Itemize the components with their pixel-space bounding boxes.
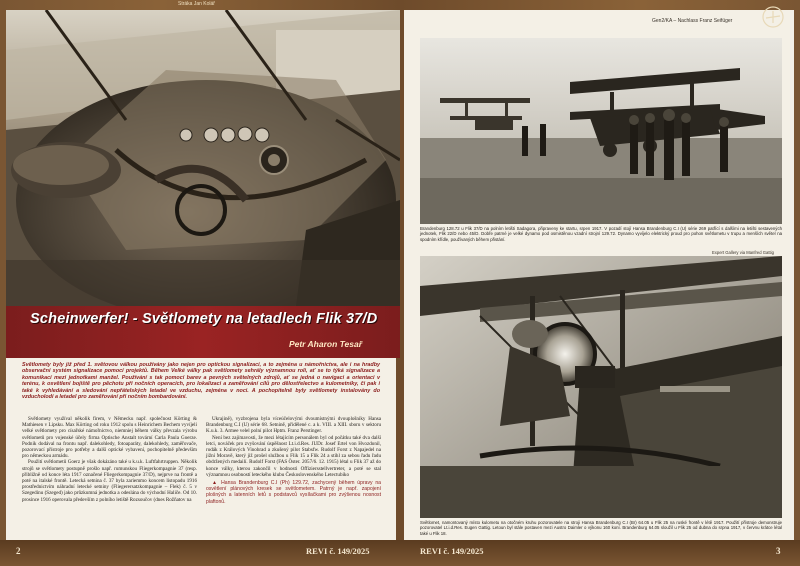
article-headline: Scheinwerfer! - Světlomety na letadlech Flik 37/D: [30, 311, 378, 327]
right-magazine-issue: REVI č. 149/2025: [420, 546, 484, 556]
cockpit-photo: [6, 10, 400, 306]
article-lead: Světlomety byly již před 1. světovou válkou používány jako nejen pro optickou signalizaci, a to zejména u námořnictva, ale i na hradby observační systém signalizace pomocí projektů. Během Velké války pak světlomety sehrály významnou roli, ať se to týká signalizace a komunikací mezi jednotkami manžel. Používání s tak pomocí barev a pevných světelných zdrojů, ať se jedná o navigaci a orientaci v terénu, k osvětlení bojiště pro pěchotu při nočních operacích, pro lokalizaci a zaměřování cílů pro dělostřelectvo a kulometníky, či pak i také k vyhledávání a sledování nepřátelských letadel ve vzduchu, zejména v noci. A pochopitelně byly světlomety instalovány do vzducholodí a letadel pro zaměřování při nočním bombardování.: [22, 362, 380, 401]
right-header: Gen2/KA – Nachlass Franz Seifüger: [652, 18, 733, 24]
paragraph: Není bez zajímavosti, že mezi létajícím personálem byl od počátku také dva další letci, nováček pro zvyšování úspěšnost Lt.i.d.Res. JUDr. Josef Ertel von Hvozdonil, rodák z Králových Vinohrad a zkušený pilot Stabsfw. Rudolf Forst z Napajedel na jižní Moravě, který již prošel službou u Flik 15 a Flik 24 a stihl za sebou řadu řadu obdržených medailí. Rudolf Forst (FAS Öster. 2057/6. 12. 1915) létal u Flik 37 až do konce války, kterou zakončil v hodnosti Offiziersstellvertreter, a poté se stal významnou osobností leteckého klubu Československého Letectubiko: [206, 434, 381, 478]
cockpit-photo-art: [6, 10, 400, 306]
photo-credit: Expert Gallery via Manfred Gattig: [712, 250, 774, 255]
paragraph: Ukrajině), vyzbrojena byla víceúčelovými dvoumístnými dvouplošníky Hansa Brandenburg C.I (U) série 68. Setnině, přidělené c. a k. VIII. a XIII. sboru v sektoru K.u.k. 3. Armee velel polní pilot Hptm. Franz Perstinger.: [206, 416, 381, 435]
searchlight-photo: [420, 256, 782, 518]
caption-top: Brandenburg 128.72 u Flik 37/D na polním letišti Sadagora, připraveny ke startu, srpen 1917. V pozadí stojí Hansa Brandenburg C.I (U) série 269 patřící s dalšími na letišti sestavených jednotek, Flik 22/D nebo 45/D. Dobře patrné je velké dynamo pod osmistěnou vzadní strojní 129.72. Dynamo vyvíjelo elektrický proud pro pohon světlometu v trupu a menších světel na spodním křídle, používaných během přistání.: [420, 226, 782, 242]
caption-bottom: Světlomet, namontovaný místo kulometu na otočném kruhu pozorovatele na stroji Hansa Brandenburg C.I (Br) 64.05 u Flik 25 na ruské frontě v létě 1917. Použití přístroje demonstruje pozorovatel Lt.i.d.Res. Eugen Gattig. Letoun byl stále postaven mezi Austro Daimler o výkonu 160 koní. Brandenburg 64.05 sloužil u Flik 25 od dubna do srpna 1917, v červnu krátce létal také u Flik 18.: [420, 520, 782, 536]
magazine-logo-icon: [762, 6, 784, 28]
left-magazine-issue: REVI č. 149/2025: [306, 546, 370, 556]
article-author: Petr Aharon Tesař: [288, 339, 362, 349]
body-column-2: [206, 416, 381, 505]
body-column-1: [22, 416, 197, 503]
right-page: [400, 0, 800, 566]
left-page-number: 2: [16, 546, 21, 556]
airfield-photo: [420, 38, 782, 224]
paragraph: Světlomety využíval několik firem, v Německu např. společnost Körting & Mathiesen v Lipsku. Max Körting od roku 1912 spolu s Heinrichem Bechem vyvíjeli velké světlomety pro císařské námořnictvo, niemniej během války převzala výrobu světlometů pro vojenské účely firma Optische Anstalt tovární Carla Paula Goerze. Podnik dodával na frontu např. dalekohledy, fotoaparáty, dalekohledy, zaměřovače, pozorovací přístroje pro potřeby a další optické vybavení, pochopitelně především pro německou armádu.: [22, 416, 197, 460]
airfield-photo-art: [420, 38, 782, 224]
paragraph: Použití světlometů Goerz je však dokázáno také u k.u.k. Luftfahrtruppen. Několik strojů se světlomety postupně prošlo např. rumunskou Fliegerkompagnie 37 (resp. přibližně od konce léta 1917 označené Fliegerkompagnie 37/D), nejprve na frontě a poté na italské frontě. Letecká setnina č. 37 byla zariemmo koncem listopadu 1916 prostřednictvím náhradní letecké setniny (Fliegerersatzkompagnie – Flek) č. 5 v Szegedinu (Szeged) jako průzkumná jednotka a odeslána do východní Haliče. Od 10. prosince 1916 operovala především z polního letiště Rozsoučov (dnes Rožňatov na: [22, 459, 197, 503]
searchlight-photo-art: [420, 256, 782, 518]
right-page-number: 3: [776, 546, 781, 556]
figure-caption: ▲ Hansa Brandenburg C.I (Ph) 129.72, zachycený během úpravy na osvětlení plánových kresek se světlometem. Patrný je např. zapojení plošných a latenních letů s podstavců vysílačkami pro zvýšenou nosnost plaftonů.: [206, 480, 381, 505]
left-header: Stráka Jan Kolář: [178, 1, 215, 7]
